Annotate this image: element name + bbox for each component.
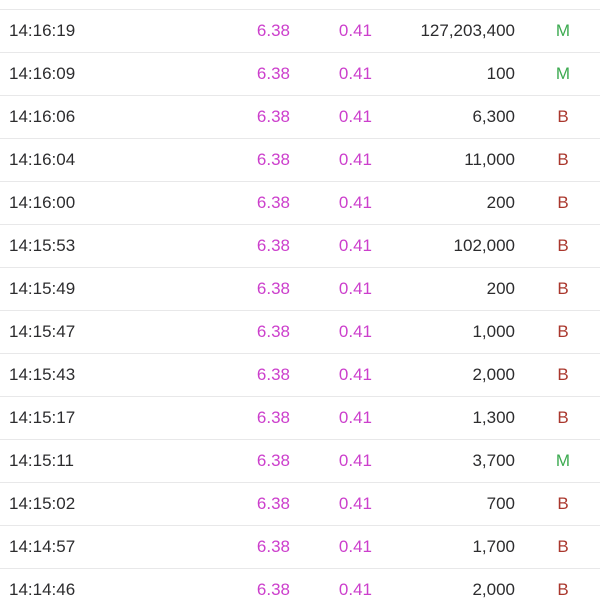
trade-volume: 6,300 — [472, 107, 515, 126]
trade-side: B — [557, 494, 569, 513]
trade-change: 0.41 — [338, 365, 372, 384]
trade-volume: 1,700 — [472, 537, 515, 556]
trade-side: B — [557, 150, 569, 169]
trade-time: 14:15:47 — [9, 322, 76, 341]
trade-change: 0.41 — [338, 451, 372, 470]
trade-price: 6.38 — [256, 322, 290, 341]
trade-time: 14:16:09 — [9, 64, 76, 83]
trade-row — [0, 182, 600, 225]
trade-side: M — [555, 21, 571, 40]
trade-volume: 200 — [486, 193, 515, 212]
trade-price: 6.38 — [256, 279, 290, 298]
trade-change: 0.41 — [338, 580, 372, 599]
trade-time: 14:15:53 — [9, 236, 76, 255]
trade-row — [0, 53, 600, 96]
trade-side: B — [557, 365, 569, 384]
trade-volume: 2,000 — [472, 365, 515, 384]
trade-price: 6.38 — [256, 107, 290, 126]
trade-change: 0.41 — [338, 279, 372, 298]
trade-volume: 102,000 — [453, 236, 515, 255]
trade-volume: 1,000 — [472, 322, 515, 341]
trade-side: B — [557, 408, 569, 427]
trade-change: 0.41 — [338, 494, 372, 513]
trade-time: 14:14:57 — [9, 537, 76, 556]
trade-time: 14:15:11 — [9, 451, 74, 470]
trade-row — [0, 397, 600, 440]
trade-change: 0.41 — [338, 107, 372, 126]
trade-change: 0.41 — [338, 236, 372, 255]
trade-time: 14:14:46 — [9, 580, 76, 599]
trade-change: 0.41 — [338, 193, 372, 212]
trade-row — [0, 96, 600, 139]
trade-side: B — [557, 236, 569, 255]
trade-volume: 1,300 — [472, 408, 515, 427]
trade-side: B — [557, 580, 569, 599]
trade-change: 0.41 — [338, 150, 372, 169]
trade-volume: 700 — [486, 494, 515, 513]
trade-price: 6.38 — [256, 365, 290, 384]
trade-row — [0, 483, 600, 526]
trade-volume: 3,700 — [472, 451, 515, 470]
trade-time: 14:15:17 — [9, 408, 76, 427]
trade-volume: 2,000 — [472, 580, 515, 599]
trade-side: B — [557, 322, 569, 341]
trade-time: 14:16:06 — [9, 107, 76, 126]
trade-side: B — [557, 279, 569, 298]
trade-row — [0, 225, 600, 268]
trade-row — [0, 10, 600, 53]
trade-side: B — [557, 537, 569, 556]
trade-time: 14:16:00 — [9, 193, 76, 212]
trade-price: 6.38 — [256, 451, 290, 470]
trade-row — [0, 526, 600, 569]
trade-volume: 11,000 — [464, 150, 515, 169]
trade-time: 14:16:04 — [9, 150, 76, 169]
trade-change: 0.41 — [338, 537, 372, 556]
trade-time: 14:15:02 — [9, 494, 76, 513]
trade-volume: 100 — [486, 64, 515, 83]
trade-row — [0, 354, 600, 397]
trade-price: 6.38 — [256, 537, 290, 556]
trade-time: 14:15:49 — [9, 279, 76, 298]
trade-price: 6.38 — [256, 580, 290, 599]
trade-side: B — [557, 107, 569, 126]
trade-price: 6.38 — [256, 21, 290, 40]
trade-price: 6.38 — [256, 236, 290, 255]
trade-price: 6.38 — [256, 64, 290, 83]
trade-side: M — [555, 451, 571, 470]
trade-change: 0.41 — [338, 21, 372, 40]
trade-change: 0.41 — [338, 64, 372, 83]
trade-change: 0.41 — [338, 322, 372, 341]
trade-volume: 200 — [486, 279, 515, 298]
trade-row — [0, 0, 600, 10]
trade-time: 14:16:19 — [9, 21, 76, 40]
trade-side: B — [557, 193, 569, 212]
trade-time: 14:15:43 — [9, 365, 76, 384]
trade-volume: 127,203,400 — [420, 21, 515, 40]
trade-price: 6.38 — [256, 150, 290, 169]
trade-price: 6.38 — [256, 494, 290, 513]
trade-change: 0.41 — [338, 408, 372, 427]
trade-price: 6.38 — [256, 408, 290, 427]
trade-row — [0, 139, 600, 182]
trade-row — [0, 569, 600, 600]
trade-price: 6.38 — [256, 193, 290, 212]
trade-row — [0, 311, 600, 354]
trade-row — [0, 268, 600, 311]
trade-row — [0, 440, 600, 483]
trade-side: M — [555, 64, 571, 83]
